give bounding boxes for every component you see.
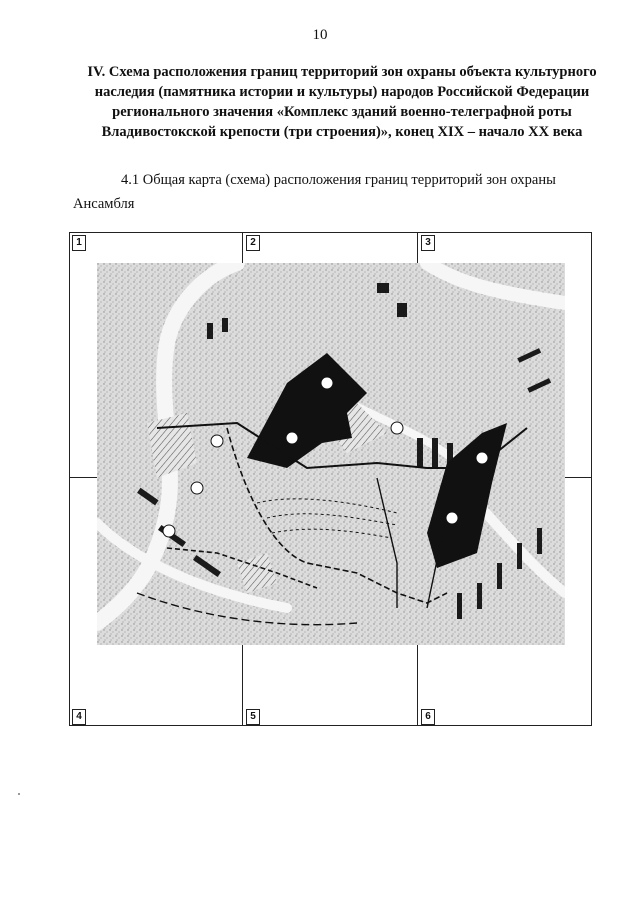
map-grid bbox=[69, 232, 592, 726]
map-cell-number-6: 6 bbox=[421, 709, 435, 725]
map-cell-number-3: 3 bbox=[421, 235, 435, 251]
page-number: 10 bbox=[312, 27, 328, 43]
protection-zones-map bbox=[97, 263, 565, 645]
map-cell-number-1: 1 bbox=[72, 235, 86, 251]
map-cell-number-4: 4 bbox=[72, 709, 86, 725]
map-cell-number-5: 5 bbox=[246, 709, 260, 725]
subsection-heading: 4.1 Общая карта (схема) расположения границ территорий зон охраны Ансамбля bbox=[73, 172, 556, 212]
map-cell-number-2: 2 bbox=[246, 235, 260, 251]
scan-mark bbox=[18, 793, 20, 795]
section-title: IV. Схема расположения границ территорий зон охраны объекта культурного наследия (памятника истории и культуры) народов Российской Федерации регионального значения «Комплекс зданий военно-телеграфной роты Владивостокской крепости (три строения)», конец XIX – начало XX века bbox=[87, 64, 597, 140]
